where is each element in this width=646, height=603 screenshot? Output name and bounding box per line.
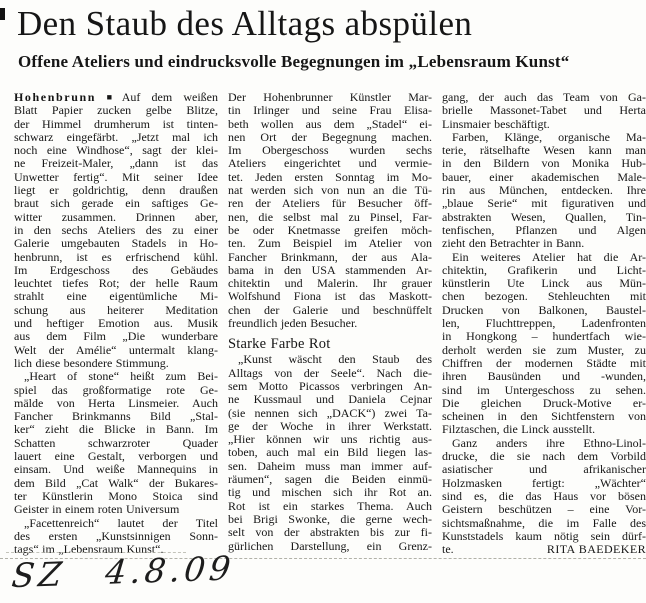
text-line: Geister in einem roten Universum xyxy=(14,503,180,517)
text-line: abstrakten Wesen, Quallen, Tin- xyxy=(442,210,646,224)
text-line: Im Erdgeschoss des Gebäudes xyxy=(14,263,218,277)
column-1 xyxy=(14,91,218,556)
text-line: ten. Zum Beispiel im Atelier von xyxy=(228,237,432,251)
text-line: gürlichen Darstellung, ein Grenz- xyxy=(228,539,432,553)
text-line: räumen“, sagen die Beiden einmü- xyxy=(228,473,432,487)
handwritten-source: SZ xyxy=(9,554,68,596)
lead-square-icon: ■ xyxy=(99,92,120,102)
text-line: strahlt eine eigentümliche Mi- xyxy=(14,290,218,304)
text-line: gang, der auch das Team von Ga- xyxy=(442,91,646,104)
text-line: sind es, die das Haus vor bösen xyxy=(442,489,646,503)
text-line: in den Bildern von Monika Hub- xyxy=(442,157,646,171)
text-line: des ersten „Kunstsinnigen Sonn- xyxy=(14,529,218,543)
text-line: Holzmasken fertigt: „Wächter“ xyxy=(442,476,646,490)
text-line: chen bezogen. Stehleuchten mit xyxy=(442,290,646,304)
text-line: len, Fluchttreppen, Ladenfronten xyxy=(442,317,646,331)
text-line: bauer, einer akademischen Male- xyxy=(442,170,646,184)
lead-location: Hohenbrunn xyxy=(14,91,97,104)
text-line: tags“ im „Lebensraum Kunst“. xyxy=(14,543,164,557)
text-line: Schatten schwarzroter Quader xyxy=(14,436,218,450)
scan-artifact-mark xyxy=(0,8,5,20)
handwritten-date: 4.8.09 xyxy=(103,548,237,592)
text-line: (sie nennen sich „DACK“) zwei Ta- xyxy=(228,406,432,420)
text-line: dem Bild „Cat Walk“ der Bukares- xyxy=(14,476,218,490)
text-line: terie, rätselhafte Wesen kann man xyxy=(442,144,646,158)
text-line: Ganz anders ihre Ethno-Linol- xyxy=(452,436,646,450)
text-line: Hohenbrunn ■ Auf dem weißen xyxy=(14,91,218,104)
text-line: ne Freizeit-Maler, „dann ist das xyxy=(14,157,218,171)
text-line: ge der Woche in ihrer Werkstatt. xyxy=(228,419,432,433)
text-line: zieht den Betrachter in Bann. xyxy=(442,237,585,251)
text-line: ne Kussmaul und Daniela Cejnar xyxy=(228,393,432,407)
text-line: ihren Bausünden und -wunden, xyxy=(442,370,646,384)
text-line: sichtsmaßnahme, die im Falle des xyxy=(442,516,646,530)
text-line: nen Ort der Begegnung machen. xyxy=(228,130,432,144)
text-line: sem Motto Picassos verbringen An- xyxy=(228,379,432,393)
text-line: spiel das großformatige rote Ge- xyxy=(14,383,218,397)
text-line: asiatischer und afrikanischer xyxy=(442,463,646,477)
text-line: Fancher Brinkmann, der aus Ala- xyxy=(228,250,432,264)
text-line: freundlich jeden Besucher. xyxy=(228,317,358,331)
text-line: chitektin und Malerin. Ihr grauer xyxy=(228,277,432,291)
text-line: tet. Jeden ersten Sonntag im Mo- xyxy=(228,170,432,184)
text-line: der Himmel drumherum ist tinten- xyxy=(14,117,218,131)
text-line: be oder Knetmasse greifen möch- xyxy=(228,223,432,237)
text-line: henbrunn, ist es erfrischend kühl. xyxy=(14,250,218,264)
text-line: braut sich gerade ein saftiges Ge- xyxy=(14,197,218,211)
article-body xyxy=(14,91,646,556)
subheadline: Offene Ateliers und eindrucksvolle Begegnungen im „Lebensraum Kunst“ xyxy=(18,52,570,71)
text-line: in Hongkong – hundertfach wie- xyxy=(442,330,646,344)
text-line: Ateliers eingerichtet und vermie- xyxy=(228,157,432,171)
text-line: Welt der Amélie“ untermalt klang- xyxy=(14,343,218,357)
text-line: Drucken von Balkonen, Baustel- xyxy=(442,303,646,317)
text-line: drucke, die sie nach dem Vorbild xyxy=(442,450,646,464)
text-line: witter zusammen. Drinnen aber, xyxy=(14,210,218,224)
text-line: schung aus heiterer Meditation xyxy=(14,303,218,317)
column-3 xyxy=(442,91,646,556)
text-line: Rot ist ein starkes Thema. Auch xyxy=(228,499,432,513)
text-line: leuchtet tiefes Rot; der helle Raum xyxy=(14,277,218,291)
section-subheading: Starke Farbe Rot xyxy=(228,336,331,353)
text-line: nen, die selbst mal zu Pinsel, Far- xyxy=(228,210,432,224)
handwritten-note xyxy=(10,548,236,595)
text-line: noch eine Windhose“, sagt der klei- xyxy=(14,144,218,158)
column-2 xyxy=(228,91,432,556)
text-line: Linsmaier beschäftigt. xyxy=(442,117,550,131)
text-line: selt von der abstrakten bis zur fi- xyxy=(228,526,432,540)
text-line: in den sechs Ateliers des zu einer xyxy=(14,223,218,237)
text-line: Geistern beschützen – eine Vor- xyxy=(442,503,646,517)
text-line: aus dem Film „Die wunderbare xyxy=(14,330,218,344)
text-line: „Facettenreich“ lautet der Titel xyxy=(24,516,218,530)
text-line: mälde von Herta Linsmeier. Auch xyxy=(14,396,218,410)
headline: Den Staub des Alltags abspülen xyxy=(17,4,473,43)
text-line: Der Hohenbrunner Künstler Mar- xyxy=(228,91,432,104)
text-line: Farben, Klänge, organische Ma- xyxy=(452,130,646,144)
text-line: Unwetter fertig“. Mit seiner Idee xyxy=(14,170,218,184)
text-line: Die gleichen Druck-Motive er- xyxy=(442,396,646,410)
text-line: lich diese besondere Stimmung. xyxy=(14,356,169,370)
text-line: beth wollen aus dem „Stadel“ ei- xyxy=(228,117,432,131)
text-line: tig und mischen sich ihr Rot an. xyxy=(228,486,432,500)
text-line: Im Obergeschoss wurden sechs xyxy=(228,144,432,158)
text-line: Blatt Papier zucken gelbe Blitze, xyxy=(14,104,218,118)
text-line: nat werden sich von nun an die Tü- xyxy=(228,184,432,198)
text-line: sind im Untergeschoss zu sehen. xyxy=(442,383,646,397)
text-line: künstlerin Ute Linck aus Mün- xyxy=(442,277,646,291)
text-fragment: te. xyxy=(442,543,454,557)
text-line: liegt er goldrichtig, denn draußen xyxy=(14,184,218,198)
text-line: tin Irlinger und seine Frau Elisa- xyxy=(228,104,432,118)
text-line: rin aus München, entdecken. Ihre xyxy=(442,184,646,198)
text-line xyxy=(442,543,646,556)
text-line: bei Brigi Swonke, die gerne wech- xyxy=(228,512,432,526)
text-line: ren der Ateliers für Besucher öff- xyxy=(228,197,432,211)
text-line: ker“ zieht die Blicke in Bann. Im xyxy=(14,423,218,437)
text-line: bama in den USA stammenden Ar- xyxy=(228,263,432,277)
text-line: chen der Galerie und beschnüffelt xyxy=(228,303,432,317)
text-line: derholt werden sie zum Muster, zu xyxy=(442,343,646,357)
text-line: Alltags von der Seele“. Nach die- xyxy=(228,366,432,380)
text-line: Galerie umgebauten Stadels in Ho- xyxy=(14,237,218,251)
text-line: Wolfshund Fiona ist das Maskott- xyxy=(228,290,432,304)
text-line: brielle Massonet-Tabet und Herta xyxy=(442,104,646,118)
text-line: Filztaschen, die Linck ausstellt. xyxy=(442,423,596,437)
text-line: Kunststadels kaum nötig sein dürf- xyxy=(442,529,646,543)
text-line: „Kunst wäscht den Staub des xyxy=(238,353,432,367)
text-line: Chiffren der modernen Städte mit xyxy=(442,356,646,370)
byline: RITA BAEDEKER xyxy=(546,543,646,557)
text-line: chitektin, Grafikerin und Licht- xyxy=(442,263,646,277)
text-line: lauert eine Gestalt, verborgen und xyxy=(14,450,218,464)
text-line: sen. Daheim muss man immer auf- xyxy=(228,459,432,473)
text-line: ter Künstlerin Mono Stoica sind xyxy=(14,489,218,503)
text-line: toben, auch mal ein Bild liegen las- xyxy=(228,446,432,460)
text-line: scheinen in den Sichtfenstern von xyxy=(442,410,646,424)
text-line: Fancher Brinkmanns Bild „Stal- xyxy=(14,410,218,424)
text-line: „Heart of stone“ heißt zum Bei- xyxy=(24,370,218,384)
text-line: schwarz eingefärbt. „Jetzt mal ich xyxy=(14,130,218,144)
text-line: tenfischen, Pflanzen und Algen xyxy=(442,223,646,237)
text-line: einsam. Und weiße Mannequins in xyxy=(14,463,218,477)
text-line: „blaue Serie“ mit figurativen und xyxy=(442,197,646,211)
text-line: „Hier können wir uns richtig aus- xyxy=(228,433,432,447)
text-line: und heftiger Emotion aus. Musik xyxy=(14,317,218,331)
text-line: Ein weiteres Atelier hat die Ar- xyxy=(452,250,646,264)
